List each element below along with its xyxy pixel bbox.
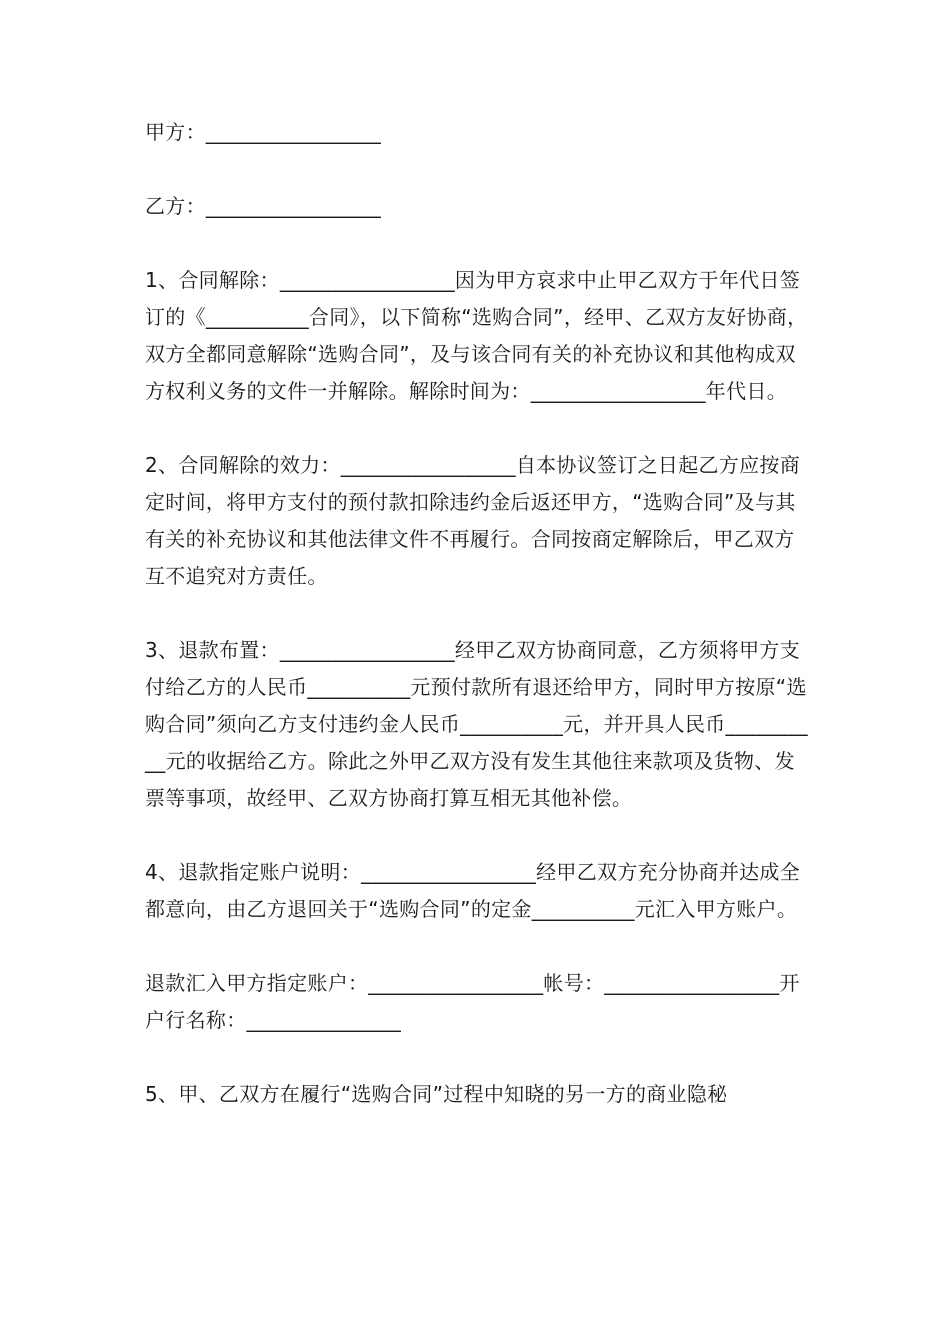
party-a-line: 甲方：_________________ [145, 120, 381, 144]
clause-2-termination-effect: 2、合同解除的效力：_________________自本协议签订之日起乙方应按商定时间，将甲方支付的预付款扣除违约金后返还甲方，“选购合同”及与其有关的补充协议和其他法律文件不再履行。合同按商定解除后，甲乙双方互不追究对方责任。 [145, 453, 801, 588]
clause-4-refund-account: 4、退款指定账户说明：_________________经甲乙双方充分协商并达成全都意向，由乙方退回关于“选购合同”的定金__________元汇入甲方账户。 [145, 860, 801, 921]
party-b-line: 乙方：_________________ [145, 194, 381, 218]
clause-5-confidentiality: 5、甲、乙双方在履行“选购合同”过程中知晓的另一方的商业隐秘 [145, 1082, 728, 1106]
refund-account-details: 退款汇入甲方指定账户：_________________帐号：_________________开户行名称：_______________ [145, 971, 800, 1032]
document-body [145, 114, 813, 1150]
clause-3-refund-arrangement: 3、退款布置：_________________经甲乙双方协商同意，乙方须将甲方支付给乙方的人民币__________元预付款所有退还给甲方，同时甲方按原“选购合同”须向乙方支付违约金人民币__________元，并开具人民币__________元的收据给乙方。除此之外甲乙双方没有发生其他往来款项及货物、发票等事项，故经甲、乙双方协商打算互相无其他补偿。 [145, 638, 808, 810]
clause-1-contract-termination: 1、合同解除：_________________因为甲方哀求中止甲乙双方于年代日签订的《__________合同》，以下简称“选购合同”，经甲、乙双方友好协商，双方全都同意解除“选购合同”，及与该合同有关的补充协议和其他构成双方权利义务的文件一并解除。解除时间为：_________________年代日。 [145, 268, 808, 403]
